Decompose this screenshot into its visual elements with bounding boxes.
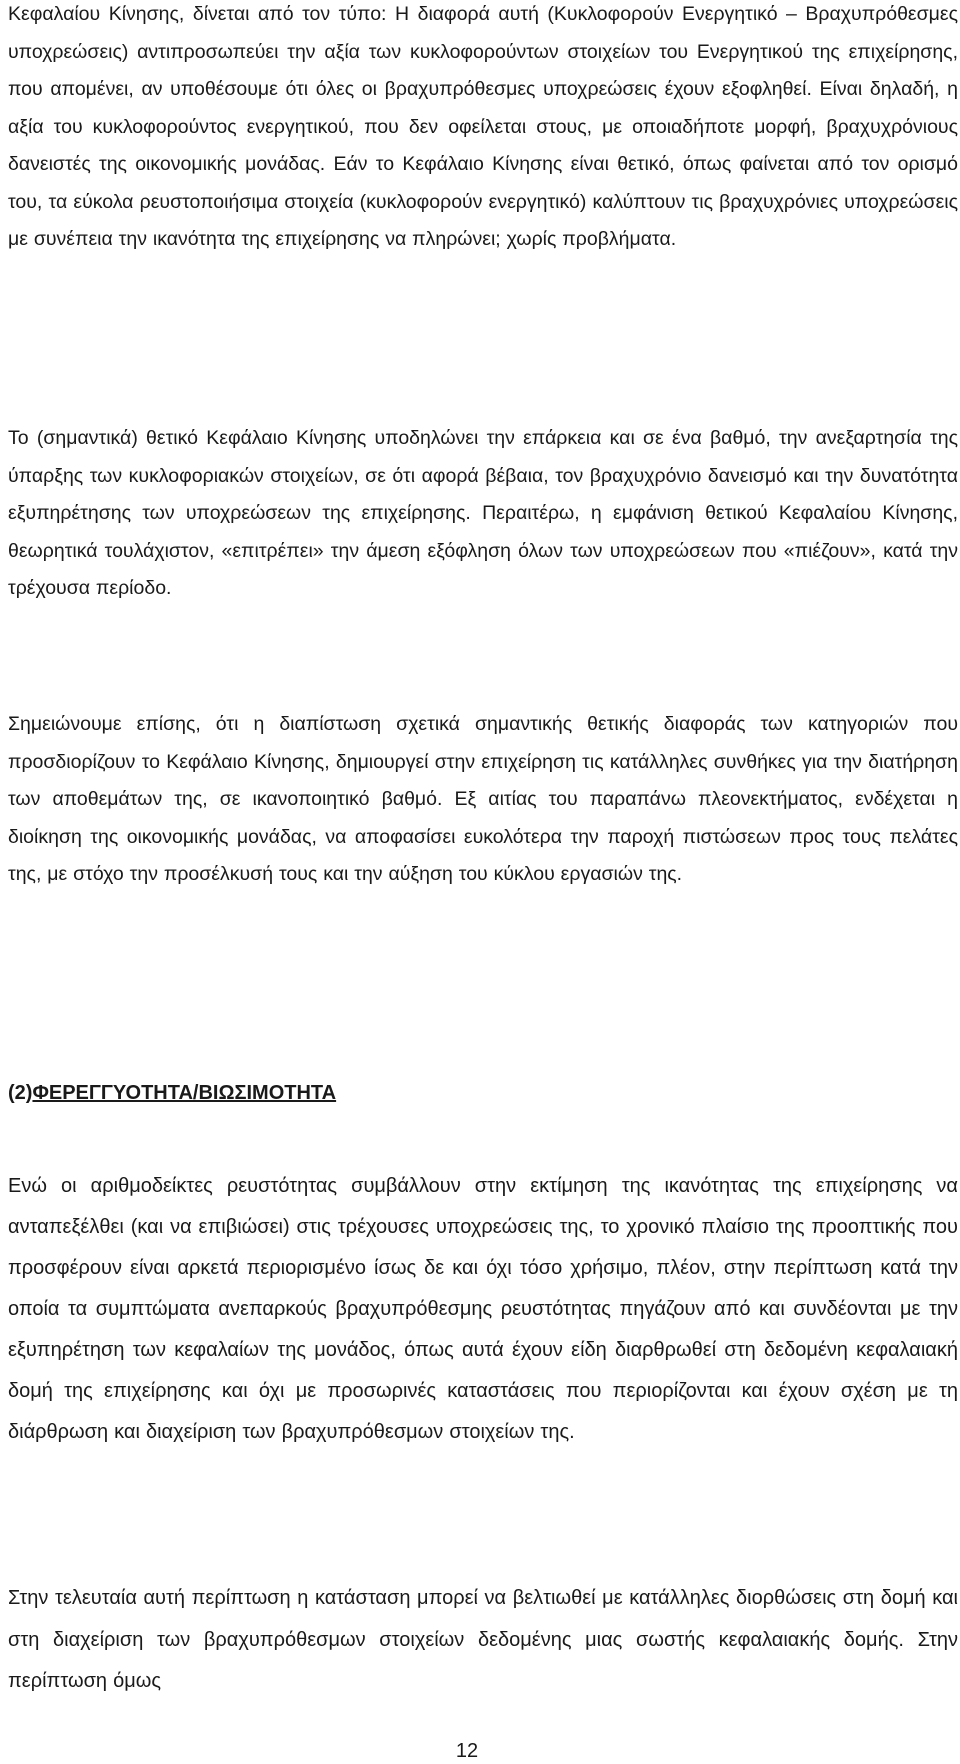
section-paragraph-1: Ενώ οι αριθμοδείκτες ρευστότητας συμβάλλουν στην εκτίμηση της ικανότητας της επιχείρησης να ανταπεξέλθει (και να επιβιώσει) στις τρέχουσες υποχρεώσεις της, το χρονικό πλαίσιο της προοπτικής που προσφέρουν είναι αρκετά περιορισμένο ίσως δε και όχι τόσο χρήσιμο, πλέον, στην περίπτωση κατά την οποία τα συμπτώματα ανεπαρκούς βραχυπρόθεσμης ρευστότητας πηγάζουν από και συνδέονται με την εξυπηρέτηση των κεφαλαίων της μονάδος, όπως αυτά έχουν είδη διαρθρωθεί στη δεδομένη κεφαλαιακή δομή της επιχείρησης και όχι με προσωρινές καταστάσεις που περιορίζονται και έχουν σχέση με τη διάρθρωση και διαχείριση των βραχυπρόθεσμων στοιχείων της. — [8, 1175, 958, 1443]
section-number: (2) — [8, 1082, 33, 1104]
section-title: ΦΕΡΕΓΓΥΟΤΗΤΑ/ΒΙΩΣΙΜΟΤΗΤΑ — [32, 1082, 337, 1104]
section-heading — [8, 1078, 336, 1108]
section-paragraph-2: Στην τελευταία αυτή περίπτωση η κατάσταση μπορεί να βελτιωθεί με κατάλληλες διορθώσεις στη δομή και στη διαχείριση των βραχυπρόθεσμων στοιχείων δεδομένης μιας σωστής κεφαλαιακής δομής. Στην περίπτωση όμως — [8, 1587, 958, 1692]
page-number: 12 — [455, 1740, 479, 1762]
paragraph-3: Σημειώνουμε επίσης, ότι η διαπίστωση σχετικά σημαντικής θετικής διαφοράς των κατηγοριών που προσδιορίζουν το Κεφάλαιο Κίνησης, δημιουργεί στην επιχείρηση τις κατάλληλες συνθήκες για την διατήρηση των αποθεμάτων της, σε ικανοποιητικό βαθμό. Εξ αιτίας του παραπάνω πλεονεκτήματος, ενδέχεται η διοίκηση της οικονομικής μονάδας, να αποφασίσει ευκολότερα την παροχή πιστώσεων προς τους πελάτες της, με στόχο την προσέλκυσή τους και την αύξηση του κύκλου εργασιών της. — [8, 713, 958, 885]
paragraph-2: Το (σημαντικά) θετικό Κεφάλαιο Κίνησης υποδηλώνει την επάρκεια και σε ένα βαθμό, την ανεξαρτησία της ύπαρξης των κυκλοφοριακών στοιχείων, σε ότι αφορά βέβαια, τον βραχυχρόνιο δανεισμό και την δυνατότητα εξυπηρέτησης των υποχρεώσεων της επιχείρησης. Περαιτέρω, η εμφάνιση θετικού Κεφαλαίου Κίνησης, θεωρητικά τουλάχιστον, «επιτρέπει» την άμεση εξόφληση όλων των υποχρεώσεων που «πιέζουν», κατά την τρέχουσα περίοδο. — [8, 427, 958, 599]
paragraph-1: Κεφαλαίου Κίνησης, δίνεται από τον τύπο: Η διαφορά αυτή (Κυκλοφορούν Ενεργητικό – Βραχυπρόθεσμες υποχρεώσεις) αντιπροσωπεύει την αξία των κυκλοφορούντων στοιχείων του Ενεργητικού της επιχείρησης, που απομένει, αν υποθέσουμε ότι όλες οι βραχυπρόθεσμες υποχρεώσεις έχουν εξοφληθεί. Είναι δηλαδή, η αξία του κυκλοφορούντος ενεργητικού, που δεν οφείλεται στους, με οποιαδήποτε μορφή, βραχυχρόνιους δανειστές της οικονομικής μονάδας. Εάν το Κεφάλαιο Κίνησης είναι θετικό, όπως φαίνεται από τον ορισμό του, τα εύκολα ρευστοποιήσιμα στοιχεία (κυκλοφορούν ενεργητικό) καλύπτουν τις βραχυχρόνιες υποχρεώσεις με συνέπεια την ικανότητα της επιχείρησης να πληρώνει; χωρίς προβλήματα. — [8, 3, 958, 250]
